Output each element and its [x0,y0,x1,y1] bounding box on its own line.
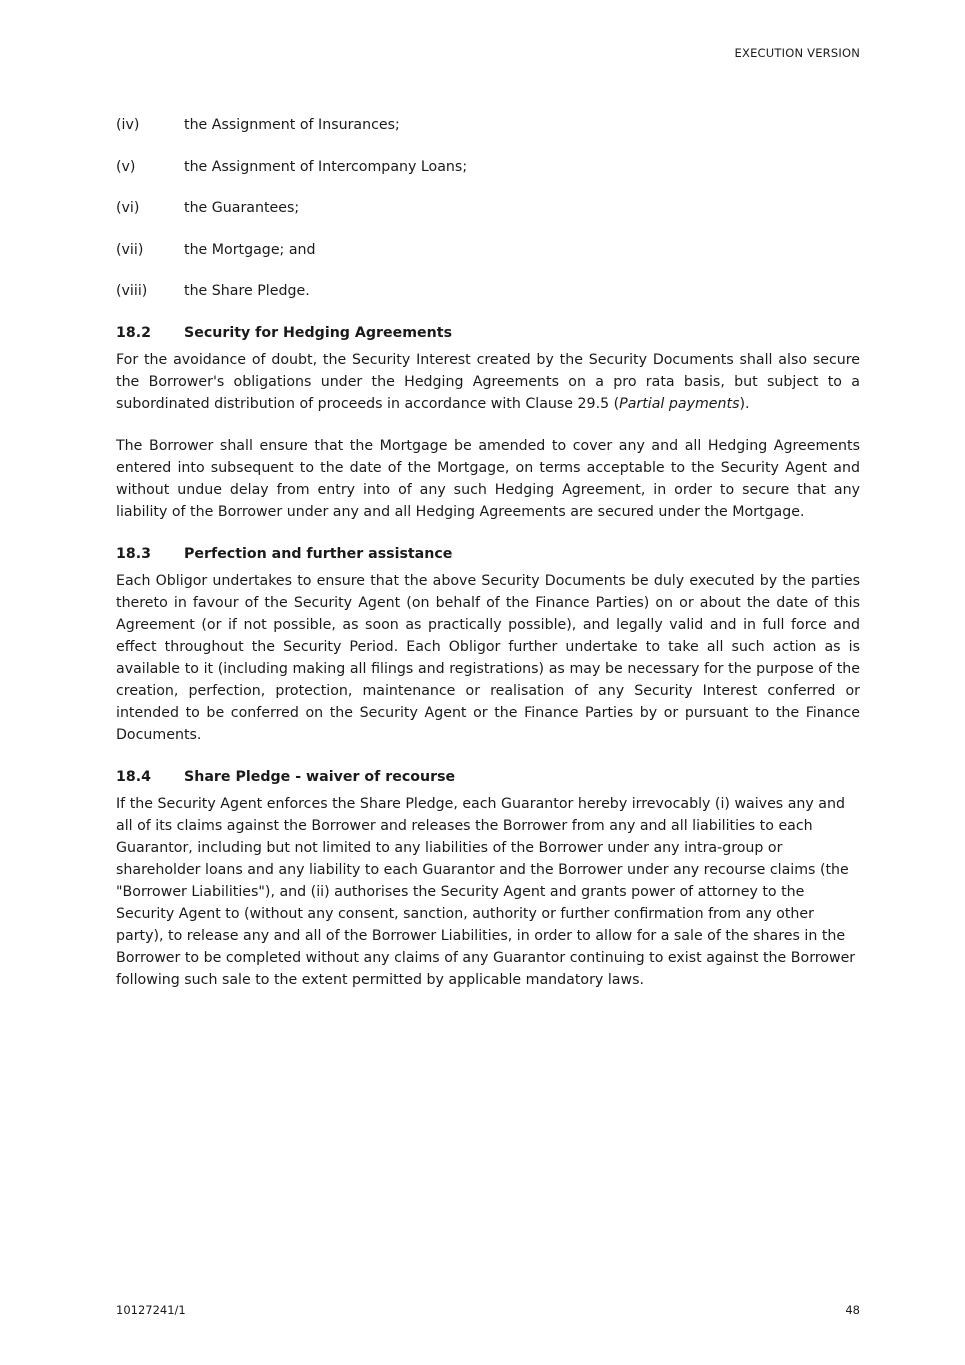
list-item-number: (iv) [116,117,140,133]
paragraph-text: For the avoidance of doubt, the Security Interest created by the Security Documents shall also secure the Borrower's obligations under the Hedging Agreements on a pro rata basis, but subject to a subordinated distribution of proceeds in accordance with Clause 29.5 ( [116,351,860,412]
list-item [116,114,860,136]
section-heading-18-3 [116,543,860,565]
list-item [116,280,860,302]
list-item-number: (vii) [116,241,144,258]
execution-version-label: EXECUTION VERSION [734,46,860,60]
page-number: 48 [845,1303,860,1317]
list-item-text: the Guarantees; [184,200,300,217]
section-18-3-paragraph-1: Each Obligor undertakes to ensure that the above Security Documents be duly executed by the parties thereto in favour of the Security Agent (on behalf of the Finance Parties) on or about the date of this Agreement (or if not possible, as soon as practically possible), and legally valid and in full force and effect throughout the Security Period. Each Obligor further undertake to take all such action as is available to it (including making all filings and registrations) as may be necessary for the purpose of the creation, perfection, protection, maintenance or realisation of any Security Interest conferred or intended to be conferred on the Security Agent or the Finance Parties by or pursuant to the Finance Documents. [116,572,860,743]
list-item-number: (vi) [116,200,140,217]
list-item-text: the Mortgage; and [184,241,316,258]
document-reference: 10127241/1 [116,1303,186,1317]
list-item [116,197,860,219]
list-item-text: the Share Pledge. [184,283,310,300]
section-title: Share Pledge - waiver of recourse [184,768,456,785]
list-item-text: the Assignment of Insurances; [184,117,400,133]
section-18-4-paragraph-1: If the Security Agent enforces the Share Pledge, each Guarantor hereby irrevocably (i) waives any and all of its claims against the Borrower and releases the Borrower from any and all liabilities to each Guarantor, including but not limited to any liabilities of the Borrower under any intra-group or shareholder loans and any liability to each Guarantor and the Borrower under any recourse claims (the "Borrower Liabilities"), and (ii) authorises the Security Agent and grants power of attorney to the Security Agent to (without any consent, sanction, authority or further confirmation from any other party), to release any and all of the Borrower Liabilities, in order to allow for a sale of the shares in the Borrower to be completed without any claims of any Guarantor continuing to exist against the Borrower following such sale to the extent permitted by applicable mandatory laws. [116,795,856,988]
list-item [116,239,860,261]
list-item-number: (viii) [116,283,148,300]
section-title: Perfection and further assistance [184,545,453,562]
section-number: 18.3 [116,545,152,562]
list-item [116,156,860,178]
list-item-text: the Assignment of Intercompany Loans; [184,158,468,175]
page-content [116,114,860,1011]
paragraph-text-end: ). [739,395,750,412]
section-title: Security for Hedging Agreements [184,324,453,341]
section-18-2-paragraph-1 [116,349,860,415]
section-number: 18.2 [116,324,152,341]
section-number: 18.4 [116,768,152,785]
section-heading-18-4 [116,766,860,788]
section-18-2-paragraph-2: The Borrower shall ensure that the Mortgage be amended to cover any and all Hedging Agreements entered into subsequent to the date of the Mortgage, on terms acceptable to the Security Agent and without undue delay from entry into of any such Hedging Agreement, in order to secure that any liability of the Borrower under any and all Hedging Agreements are secured under the Mortgage. [116,437,860,520]
clause-reference-italic: Partial payments [619,395,740,412]
list-item-number: (v) [116,158,136,175]
section-heading-18-2 [116,322,860,344]
